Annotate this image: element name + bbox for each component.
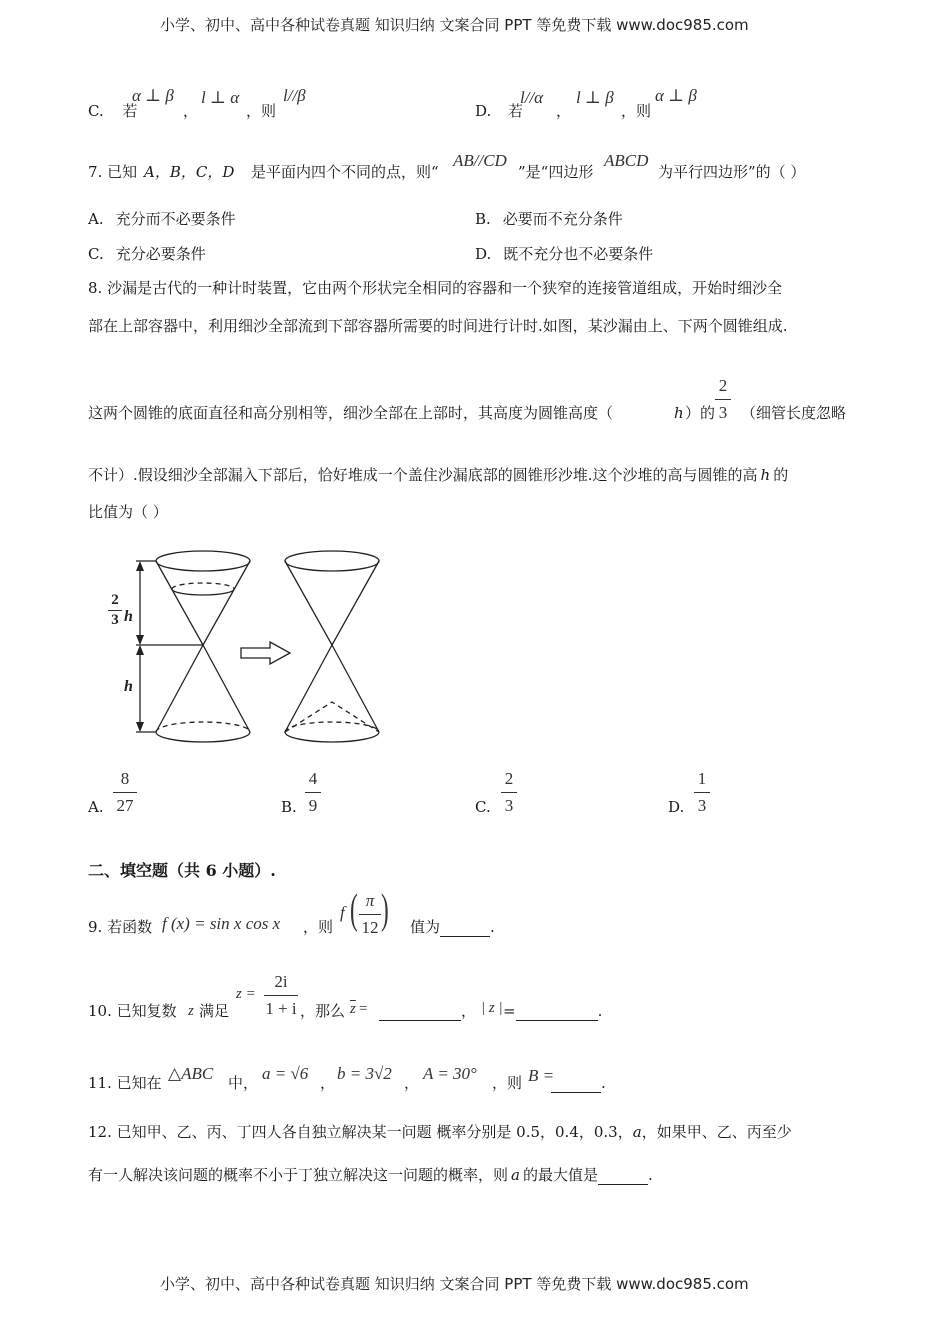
figure-label-h: h <box>124 608 133 625</box>
answer-blank <box>551 1078 601 1093</box>
option-label: B. <box>475 210 491 228</box>
numerator: 2i <box>274 972 288 991</box>
math-expr: l ⊥ α <box>201 88 240 107</box>
option-label: D. <box>475 102 492 120</box>
cone-edge <box>285 561 332 645</box>
text: . <box>597 1002 603 1020</box>
cone-edge <box>203 561 250 645</box>
math-expr: A = 30° <box>423 1064 477 1083</box>
numerator: 8 <box>120 769 130 788</box>
cone-edge <box>332 561 379 645</box>
numerator: 2 <box>111 592 119 608</box>
q11-stem-b: 中， <box>228 1074 259 1092</box>
q7-option-a <box>88 209 236 229</box>
math-expr: l//α <box>520 88 544 107</box>
math-expr: α ⊥ β <box>655 86 697 105</box>
punct: ，则 <box>621 102 652 120</box>
bottom-ellipse-front <box>156 732 250 742</box>
q6-option-c <box>88 101 138 121</box>
text: 的 <box>773 466 789 484</box>
arrowhead <box>136 722 144 732</box>
q9-answer <box>410 917 495 937</box>
option-text: 充分必要条件 <box>115 245 206 263</box>
var-h: h <box>760 466 771 484</box>
var-a: a <box>632 1123 642 1141</box>
fraction-bar <box>264 995 298 996</box>
fraction-bar <box>359 914 381 915</box>
option-label: C. <box>88 245 104 263</box>
math-expr: f (x) = sin x cos x <box>162 914 281 933</box>
math-expr: a = √6 <box>262 1064 309 1083</box>
math-expr: α ⊥ β <box>132 86 174 105</box>
denominator: 3 <box>111 612 119 628</box>
q8-line-3a: 这两个圆锥的底面直径和高分别相等，细沙全部在上部时，其高度为圆锥高度（ <box>88 404 614 422</box>
option-text: 必要而不充分条件 <box>502 210 623 228</box>
text: 12. 已知甲、乙、丙、丁四人各自独立解决某一问题 概率分别是 0.5，0.4，0.3， <box>88 1123 633 1141</box>
option-text: 若 <box>508 102 524 120</box>
math-expr: AB//CD <box>453 151 507 170</box>
q7-points: A，B，C，D <box>144 163 235 181</box>
q10-fraction <box>264 972 298 1019</box>
section-title: 二、填空题（共 6 小题）. <box>88 861 276 880</box>
q7-stem-e: 为平行四边形”的（ ） <box>658 163 806 181</box>
text: 值为 <box>410 918 441 936</box>
bottom-ellipse-back <box>156 722 250 732</box>
math-expr: B = <box>528 1066 555 1085</box>
cone-edge <box>156 645 203 732</box>
math-expr: △ABC <box>168 1064 214 1083</box>
q7-stem-d: ”是“四边形 <box>518 163 594 181</box>
q8-option-c-value <box>501 769 517 816</box>
q9-stem-b: ，则 <box>303 918 334 936</box>
page-footer: 小学、初中、高中各种试卷真题 知识归纳 文案合同 PPT 等免费下载 www.doc985.com <box>160 1275 749 1293</box>
q8-line-4 <box>88 465 788 485</box>
arrowhead <box>136 645 144 655</box>
paren-right: ) <box>381 887 389 933</box>
text: 的最大值是 <box>522 1166 598 1184</box>
q12-line-2 <box>88 1165 653 1185</box>
sand-surface-back <box>172 583 234 589</box>
q6-option-d <box>475 101 523 121</box>
cone-edge <box>332 645 379 732</box>
cone-edge <box>156 561 203 645</box>
punct: ， <box>404 1074 420 1092</box>
q11-stem-a: 11. 已知在 <box>88 1074 162 1092</box>
answer-blank <box>440 922 490 937</box>
cone-edge <box>285 645 332 732</box>
denominator: 3 <box>718 403 728 422</box>
figure-label-fraction <box>108 592 122 629</box>
denominator: 12 <box>361 918 379 937</box>
q8-line-3c: （细管长度忽略 <box>741 404 847 422</box>
math-expr: z <box>188 1003 194 1019</box>
page-header: 小学、初中、高中各种试卷真题 知识归纳 文案合同 PPT 等免费下载 www.doc985.com <box>160 16 749 34</box>
text: . <box>490 918 495 936</box>
fraction-bar <box>113 792 137 793</box>
math-expr: ABCD <box>604 151 649 170</box>
q8-line-1: 8. 沙漏是古代的一种计时装置，它由两个形状完全相同的容器和一个狭窄的连接管道组成，开始时细沙全 <box>88 279 783 297</box>
answer-blank <box>379 1006 461 1021</box>
bottom-ellipse-back <box>285 722 379 732</box>
q8-option-b-label: B. <box>281 798 297 816</box>
text: ，如果甲、乙、丙至少 <box>641 1123 792 1141</box>
option-label: A. <box>88 210 104 228</box>
q9-fraction <box>359 891 381 938</box>
option-label: D. <box>475 245 492 263</box>
numerator: 4 <box>308 769 318 788</box>
hourglass-figure <box>100 545 400 750</box>
denominator: 1 + i <box>265 999 297 1018</box>
q10-answer-1 <box>379 1001 476 1021</box>
text: 有一人解决该问题的概率不小于丁独立解决这一问题的概率，则 <box>88 1166 509 1184</box>
option-text: 充分而不必要条件 <box>115 210 236 228</box>
paren-left: ( <box>350 887 358 933</box>
denominator: 3 <box>697 796 707 815</box>
q8-option-d-value <box>694 769 710 816</box>
numerator: 2 <box>718 376 728 395</box>
math-expr: b = 3√2 <box>337 1064 392 1083</box>
punct: ， <box>320 1074 336 1092</box>
math-expr: = <box>359 1001 368 1017</box>
q8-option-a-label: A. <box>88 798 104 816</box>
denominator: 27 <box>116 796 134 815</box>
numerator: 2 <box>504 769 514 788</box>
text: 不计）.假设细沙全部漏入下部后，恰好堆成一个盖住沙漏底部的圆锥形沙堆.这个沙堆的高与圆锥的高 <box>88 466 758 484</box>
text: ， <box>461 1002 477 1020</box>
math-expr: l ⊥ β <box>576 88 614 107</box>
sand-surface-front <box>172 589 234 595</box>
q11-stem-c: ，则 <box>492 1074 523 1092</box>
math-expr: z = <box>236 986 256 1002</box>
option-text: 若 <box>122 102 138 120</box>
q8-option-d-label: D. <box>668 798 685 816</box>
numerator: 1 <box>697 769 707 788</box>
bottom-ellipse-front <box>285 732 379 742</box>
q10-stem-c: ，那么 <box>300 1002 346 1020</box>
fraction-bar <box>501 792 517 793</box>
q7-option-b <box>475 209 623 229</box>
q10-answer-2 <box>503 1001 602 1021</box>
math-expr: f <box>340 903 345 922</box>
text: = <box>503 1002 516 1020</box>
top-ellipse <box>156 551 250 571</box>
q12-line-1 <box>88 1122 792 1142</box>
q7-option-c <box>88 244 206 264</box>
punct: ，则 <box>246 102 277 120</box>
numerator: π <box>365 891 375 910</box>
answer-blank <box>516 1006 598 1021</box>
denominator: 3 <box>504 796 514 815</box>
fraction-bar <box>305 792 321 793</box>
top-ellipse <box>285 551 379 571</box>
arrowhead <box>136 635 144 645</box>
figure-label-h: h <box>124 678 133 695</box>
q8-option-c-label: C. <box>475 798 491 816</box>
q8-fraction <box>715 376 731 423</box>
math-expr: l//β <box>283 86 306 105</box>
q8-line-2: 部在上部容器中，利用细沙全部流到下部容器所需要的时间进行计时.如图，某沙漏由上、下两个圆锥组成. <box>88 317 788 335</box>
arrow-icon <box>241 642 290 664</box>
punct: ， <box>556 102 572 120</box>
q8-option-a-value <box>113 769 137 816</box>
fraction-bar <box>715 399 731 400</box>
answer-blank <box>598 1170 648 1185</box>
option-text: 既不充分也不必要条件 <box>503 245 654 263</box>
q7-stem-c: 是平面内四个不同的点，则“ <box>251 163 439 181</box>
fraction-bar <box>694 792 710 793</box>
q8-option-b-value <box>305 769 321 816</box>
math-conjugate: $\overline{z}$ <box>350 1001 356 1017</box>
q11-answer <box>551 1073 606 1093</box>
fraction-bar <box>108 610 122 611</box>
q8-var-h: h <box>674 404 684 422</box>
q7-option-d <box>475 244 653 264</box>
text: . <box>601 1074 606 1092</box>
q7-stem-a: 7. 已知 <box>88 163 138 181</box>
var-a: a <box>511 1166 520 1184</box>
punct: ， <box>183 102 199 120</box>
option-label: C. <box>88 102 104 120</box>
denominator: 9 <box>308 796 318 815</box>
arrowhead <box>136 561 144 571</box>
math-expr: | z | <box>481 1000 503 1016</box>
q10-stem-b: 满足 <box>199 1002 230 1020</box>
q9-stem-a: 9. 若函数 <box>88 918 153 936</box>
q8-line-5: 比值为（ ） <box>88 503 168 521</box>
q10-stem-a: 10. 已知复数 <box>88 1002 177 1020</box>
q8-line-3b: ）的 <box>685 404 716 422</box>
text: . <box>647 1166 653 1184</box>
